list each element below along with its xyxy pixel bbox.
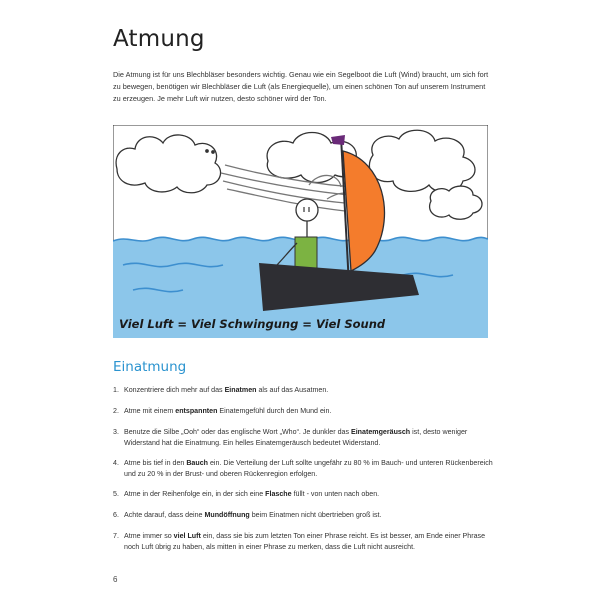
- step-item: [113, 385, 498, 396]
- step-text-segment: beim Einatmen nicht übertrieben groß ist.: [249, 511, 382, 519]
- step-keyword: Mundöffnung: [204, 511, 250, 519]
- step-number: 2.: [113, 407, 119, 415]
- step-keyword: viel Luft: [173, 532, 201, 540]
- step-text-segment: Benutze die Silbe „Ooh“ oder das englische Wort „Who“. Je dunkler das: [124, 428, 351, 436]
- sailboat-illustration: [113, 125, 488, 338]
- step-number: 5.: [113, 490, 119, 498]
- step-keyword: Einatmen: [224, 386, 257, 394]
- step-item: [113, 510, 498, 521]
- step-text-segment: Achte darauf, dass deine: [124, 511, 205, 519]
- step-number: 6.: [113, 511, 119, 519]
- step-item: [113, 489, 498, 500]
- step-text-segment: Konzentriere dich mehr auf das: [124, 386, 225, 394]
- step-item: [113, 427, 498, 448]
- step-text: [124, 489, 498, 500]
- step-text-segment: Atme immer so: [124, 532, 174, 540]
- step-number: 3.: [113, 428, 119, 436]
- step-text: [124, 427, 498, 448]
- step-text: [124, 531, 498, 552]
- step-number: 7.: [113, 532, 119, 540]
- step-text: [124, 458, 498, 479]
- step-keyword: Flasche: [265, 490, 292, 498]
- step-item: [113, 458, 498, 479]
- step-text-segment: füllt - von unten nach oben.: [291, 490, 380, 498]
- step-text-segment: ein, dass sie bis zum letzten Ton einer Phrase reicht. Es ist besser, am Ende einer Phrase noch Luft übrig zu haben, als mitten in einer Phrase zu merken, dass die Luft nicht ausreicht.: [124, 532, 486, 551]
- step-number: 1.: [113, 386, 119, 394]
- step-item: [113, 531, 498, 552]
- intro-paragraph: Die Atmung ist für uns Blechbläser besonders wichtig. Genau wie ein Segelboot die Luft (Wind) braucht, um sich fort zu bewegen, benötigen wir Blechbläser die Luft (als Energiequelle), um einen schönen Ton auf unserem Instrument zu erzeugen. Je mehr Luft wir nutzen, desto schöner wird der Ton.: [113, 70, 489, 103]
- step-item: [113, 406, 498, 417]
- step-text-segment: als auf das Ausatmen.: [256, 386, 329, 394]
- step-text: [124, 510, 498, 521]
- step-text-segment: Atme mit einem: [124, 407, 176, 415]
- page-title: Atmung: [113, 26, 205, 52]
- step-text-segment: Atme bis tief in den: [124, 459, 187, 467]
- illustration-caption: Viel Luft = Viel Schwingung = Viel Sound: [119, 317, 386, 331]
- step-text-segment: ein. Die Verteilung der Luft sollte ungefähr zu 80 % im Bauch- und unteren Rückenbereich und zu 20 % in der Brust- und oberen Rückenregion erfolgen.: [124, 459, 493, 478]
- step-text-segment: Einatemgefühl durch den Mund ein.: [217, 407, 332, 415]
- page-number: 6: [113, 575, 118, 584]
- step-text-segment: ist, desto weniger Widerstand hat die Einatmung. Ein helles Einatemgeräusch bedeutet Widerstand.: [124, 428, 468, 447]
- step-keyword: Bauch: [186, 459, 208, 467]
- step-text-segment: Atme in der Reihenfolge ein, in der sich eine: [124, 490, 266, 498]
- step-number: 4.: [113, 459, 119, 467]
- section-title: Einatmung: [113, 359, 187, 375]
- step-text: [124, 385, 498, 396]
- step-text: [124, 406, 498, 417]
- step-keyword: entspannten: [175, 407, 218, 415]
- step-keyword: Einatemgeräusch: [350, 428, 411, 436]
